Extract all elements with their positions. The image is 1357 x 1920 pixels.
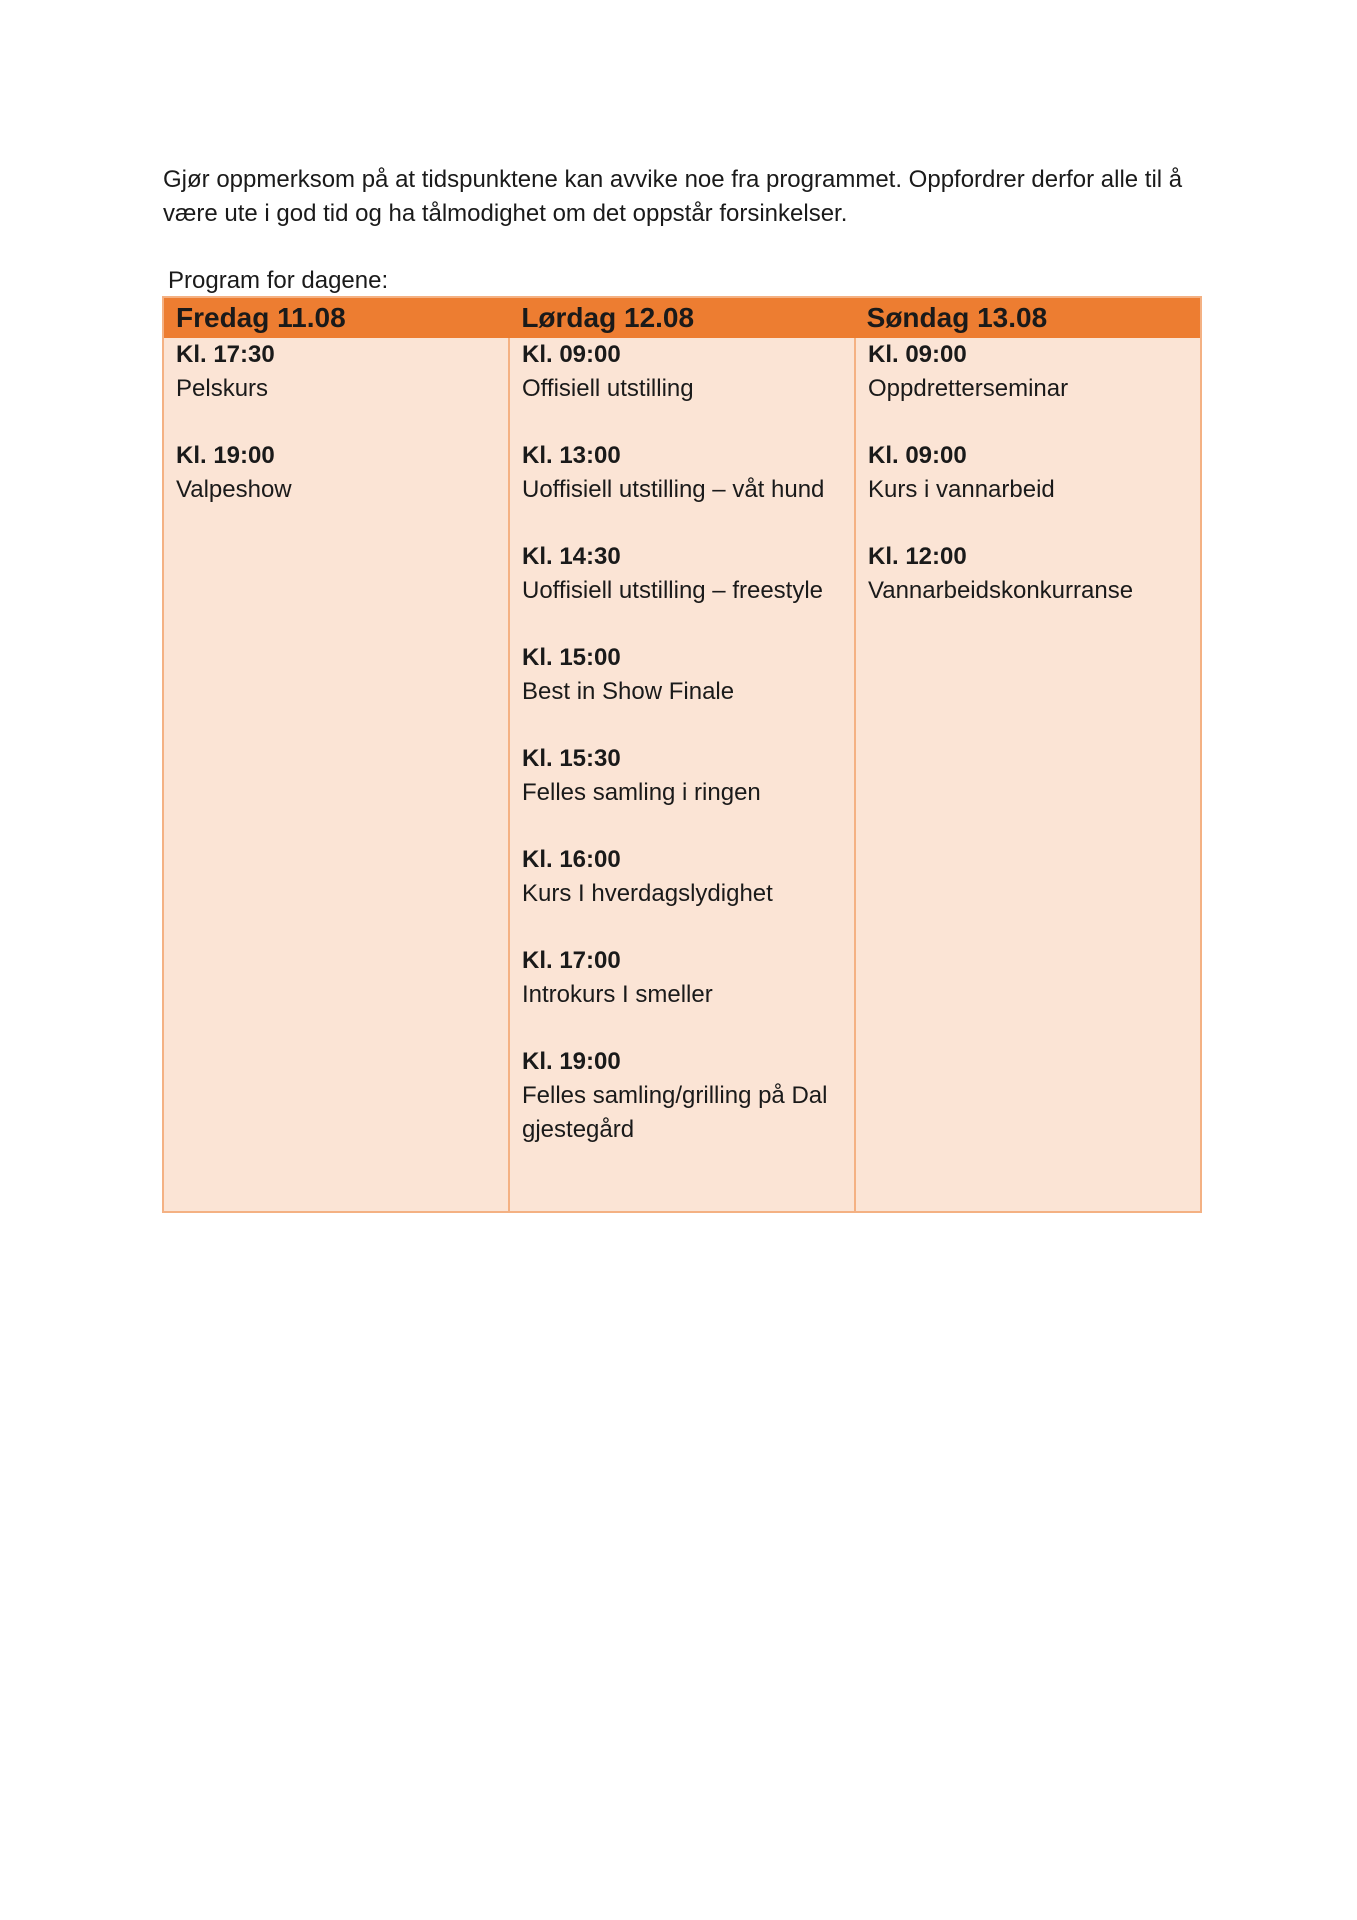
event-time: Kl. 16:00 [522, 846, 621, 873]
schedule-body-row [164, 338, 1200, 1211]
event-item [522, 742, 842, 810]
event-time: Kl. 12:00 [868, 543, 967, 570]
event-title: Offisiell utstilling [522, 375, 694, 402]
event-time: Kl. 15:30 [522, 745, 621, 772]
day-heading-friday: Fredag 11.08 [176, 302, 346, 333]
day-heading-saturday: Lørdag 12.08 [521, 302, 695, 333]
event-time: Kl. 17:00 [522, 947, 621, 974]
event-title: Felles samling i ringen [522, 779, 761, 806]
event-title: Vannarbeidskonkurranse [868, 577, 1134, 604]
event-time: Kl. 09:00 [522, 341, 621, 368]
event-item [522, 439, 842, 507]
day-column-sunday [854, 338, 1200, 1211]
schedule-table [162, 296, 1202, 1213]
event-title: Introkurs I smeller [522, 981, 713, 1008]
event-item [176, 338, 496, 406]
event-item [522, 338, 842, 406]
event-title: Uoffisiell utstilling – freestyle [522, 577, 824, 604]
event-title: Valpeshow [176, 476, 292, 503]
event-item [522, 1045, 842, 1147]
event-item [176, 439, 496, 507]
event-time: Kl. 14:30 [522, 543, 621, 570]
event-title: Kurs I hverdagslydighet [522, 880, 773, 907]
event-item [868, 439, 1188, 507]
event-item [868, 338, 1188, 406]
event-item [522, 843, 842, 911]
event-time: Kl. 13:00 [522, 442, 621, 469]
event-item [522, 641, 842, 709]
event-title: Oppdretterseminar [868, 375, 1069, 402]
event-time: Kl. 15:00 [522, 644, 621, 671]
program-label: Program for dagene: [168, 267, 389, 294]
event-title: Uoffisiell utstilling – våt hund [522, 476, 825, 503]
event-title: Kurs i vannarbeid [868, 476, 1055, 503]
day-heading-sunday: Søndag 13.08 [866, 302, 1048, 333]
event-item [868, 540, 1188, 608]
event-time: Kl. 17:30 [176, 341, 275, 368]
event-item [522, 540, 842, 608]
event-time: Kl. 19:00 [176, 442, 275, 469]
intro-paragraph: Gjør oppmerksom på at tidspunktene kan avvike noe fra programmet. Oppfordrer derfor alle til å være ute i god tid og ha tålmodighet om det oppstår forsinkelser. [163, 166, 1183, 227]
event-item [522, 944, 842, 1012]
event-title: Pelskurs [176, 375, 269, 402]
event-title: Felles samling/grilling på Dal gjestegård [522, 1082, 828, 1143]
event-time: Kl. 19:00 [522, 1048, 621, 1075]
event-title: Best in Show Finale [522, 678, 735, 705]
day-column-friday [164, 338, 508, 1211]
day-column-saturday [508, 338, 854, 1211]
event-time: Kl. 09:00 [868, 442, 967, 469]
event-time: Kl. 09:00 [868, 341, 967, 368]
schedule-header-row [164, 298, 1200, 338]
